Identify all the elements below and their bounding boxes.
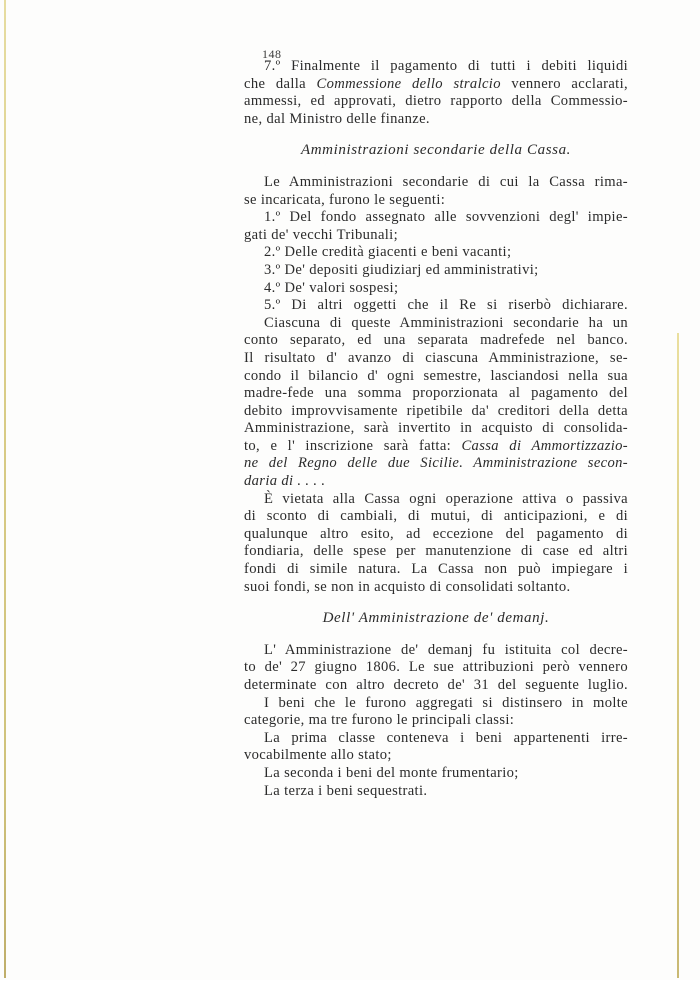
page-edge-right [677,333,679,978]
text-line: condo il bilancio d' ogni semestre, lasciandosi nella sua [244,367,628,384]
text-line: 7.º Finalmente il pagamento di tutti i debiti liquidi [264,58,628,74]
page-number: 148 [262,47,282,61]
section-amministrazioni-secondarie [244,174,628,596]
text-line: gati de' vecchi Tribunali; [244,226,398,243]
text-line: L' Amministrazione de' demanj fu istituita col decre- [264,641,628,658]
text-line: di sconto di cambiali, di mutui, di anticipazioni, e di [244,508,628,525]
text-line: La terza i beni sequestrati. [264,782,428,799]
text-line: vocabilmente allo stato; [244,747,392,764]
text-line: 1.º Del fondo assegnato alle sovvenzioni degl' impie- [264,209,628,226]
text-line: to, e l' inscrizione sarà fatta: Cassa di Ammortizzazio- [244,437,628,454]
text-line: madre-fede una somma proporzionata al pagamento del [244,385,628,402]
text-line [244,455,628,473]
italic-text: Commessione dello stralcio [316,75,501,92]
text-line: ne, dal Ministro delle finanze. [244,110,430,127]
paragraph-item-7 [244,48,628,128]
text-line: to de' 27 giugno 1806. Le sue attribuzioni però vennero [244,659,628,676]
text-line: suoi fondi, se non in acquisto di consolidati soltanto. [244,578,571,595]
text-line: La seconda i beni del monte frumentario; [264,764,519,781]
text-line: 4.º De' valori sospesi; [264,279,399,296]
text-line: Ciascuna di queste Amministrazioni secondarie ha un [264,314,628,331]
italic-text: ne del Regno delle due Sicilie. Amministrazione secon- [244,455,628,472]
text-line: conto separato, ed una separata madrefede nel banco. [244,332,628,349]
page-edge-left [4,0,6,978]
italic-text: daria di . . . . [244,473,326,490]
text-line: I beni che le furono aggregati si distinsero in molte [264,694,628,711]
text-line: determinate con altro decreto de' 31 del seguente luglio. [244,677,628,693]
text-line: 2.º Delle credità giacenti e beni vacanti; [264,244,512,261]
text-line: debito improvvisamente ripetibile da' creditori della detta [244,402,628,419]
text-line: categorie, ma tre furono le principali classi: [244,712,515,729]
text-line: qualunque altro esito, ad eccezione del pagamento di [244,525,628,542]
text-line: Le Amministrazioni secondarie di cui la Cassa rima- [264,173,628,190]
italic-text: Cassa di Ammortizzazio- [461,437,628,454]
text-line: che dalla Commessione dello stralcio vennero acclarati, [244,75,628,92]
text-line: Il risultato d' avanzo di ciascuna Amministrazione, se- [244,349,628,366]
text-line: fondiaria, delle spese per manutenzione di case ed altri [244,543,628,560]
page-text [244,48,628,800]
text-line: La prima classe conteneva i beni appartenenti irre- [264,729,628,746]
section-heading-amministrazioni-secondarie: Amministrazioni secondarie della Cassa. [300,142,572,159]
text-line: fondi di simile natura. La Cassa non può impiegare i [244,561,628,578]
section-amministrazione-demanj [244,642,628,800]
section-heading-demanj: Dell' Amministrazione de' demanj. [322,610,550,627]
text-line: 5.º Di altri oggetti che il Re si riserbò dichiarare. [264,297,628,314]
text-line: 3.º De' depositi giudiziarj ed amministrativi; [264,261,539,278]
text-line: È vietata alla Cassa ogni operazione attiva o passiva [264,490,628,507]
text-line: Amministrazione, sarà invertito in acquisto di consolida- [244,420,628,437]
text-line: se incaricata, furono le seguenti: [244,191,446,208]
text-line: ammessi, ed approvati, dietro rapporto della Commessio- [244,93,628,110]
text-line [244,473,628,491]
